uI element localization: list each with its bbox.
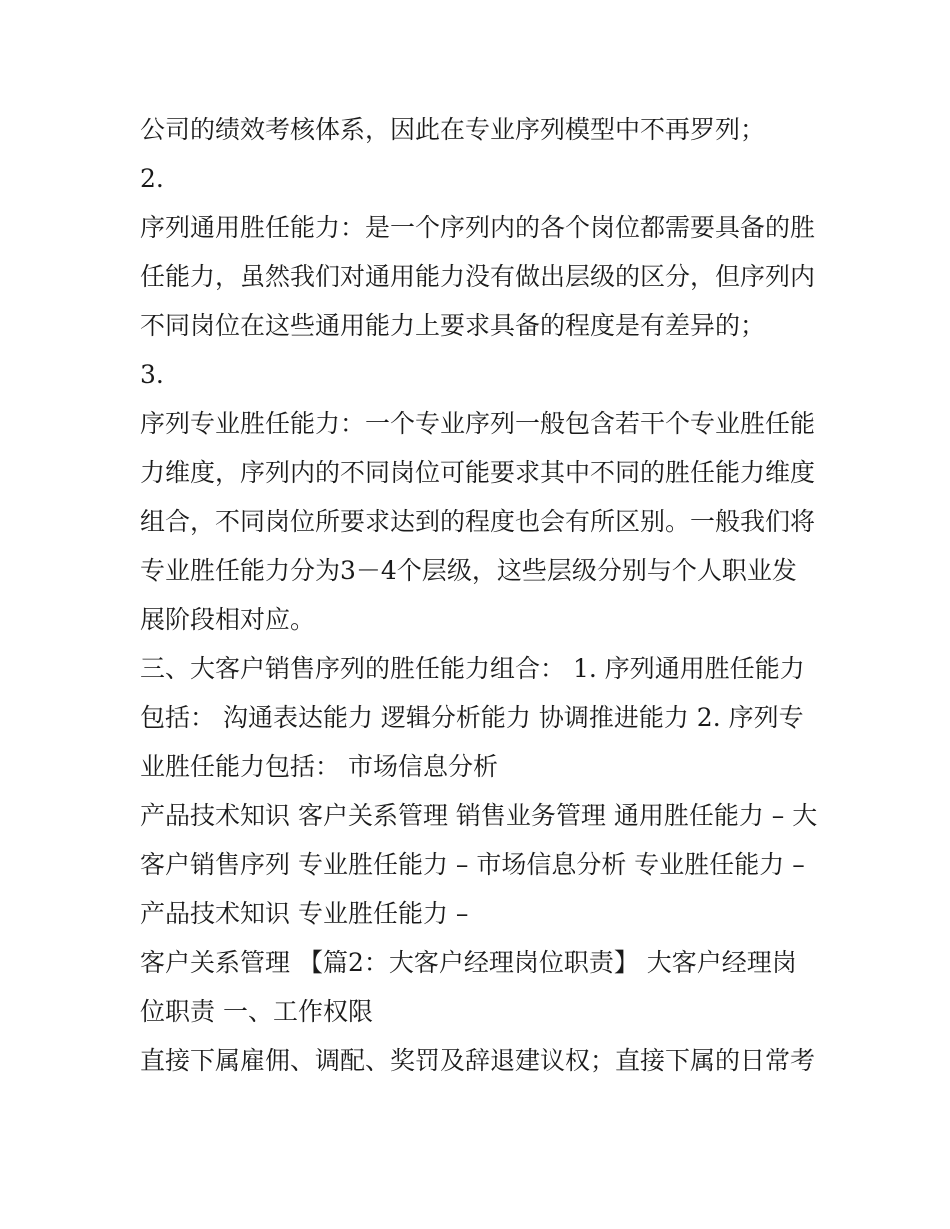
- text-line-1: 公司的绩效考核体系，因此在专业序列模型中不再罗列；: [140, 115, 766, 144]
- text-line-20: 直接下属雇佣、调配、奖罚及辞退建议权；直接下属的日常考: [140, 1046, 816, 1075]
- text-line-19: 位职责 一、工作权限: [140, 997, 373, 1026]
- text-line-11: 展阶段相对应。: [140, 605, 316, 634]
- list-number-3: 3.: [140, 360, 164, 389]
- text-line-18: 客户关系管理 【篇2：大客户经理岗位职责】 大客户经理岗: [140, 948, 797, 977]
- text-line-16: 客户销售序列 专业胜任能力 – 市场信息分析 专业胜任能力 –: [140, 850, 805, 879]
- text-line-10: 专业胜任能力分为3－4个层级，这些层级分别与个人职业发: [140, 556, 797, 585]
- text-line-13: 包括： 沟通表达能力 逻辑分析能力 协调推进能力 2. 序列专: [140, 703, 804, 732]
- text-line-8: 力维度，序列内的不同岗位可能要求其中不同的胜任能力维度: [140, 458, 816, 487]
- list-number-2: 2.: [140, 164, 164, 193]
- text-line-7: 序列专业胜任能力：一个专业序列一般包含若干个专业胜任能: [140, 409, 816, 438]
- text-line-9: 组合，不同岗位所要求达到的程度也会有所区别。一般我们将: [140, 507, 816, 536]
- text-line-4: 任能力，虽然我们对通用能力没有做出层级的区分，但序列内: [140, 262, 816, 291]
- text-line-15: 产品技术知识 客户关系管理 销售业务管理 通用胜任能力 – 大: [140, 801, 818, 830]
- text-line-5: 不同岗位在这些通用能力上要求具备的程度是有差异的；: [140, 311, 766, 340]
- text-line-17: 产品技术知识 专业胜任能力 –: [140, 899, 469, 928]
- text-line-3: 序列通用胜任能力：是一个序列内的各个岗位都需要具备的胜: [140, 213, 816, 242]
- text-line-14: 业胜任能力包括： 市场信息分析: [140, 752, 498, 781]
- section-heading-3: 三、大客户销售序列的胜任能力组合： 1. 序列通用胜任能力: [140, 654, 805, 683]
